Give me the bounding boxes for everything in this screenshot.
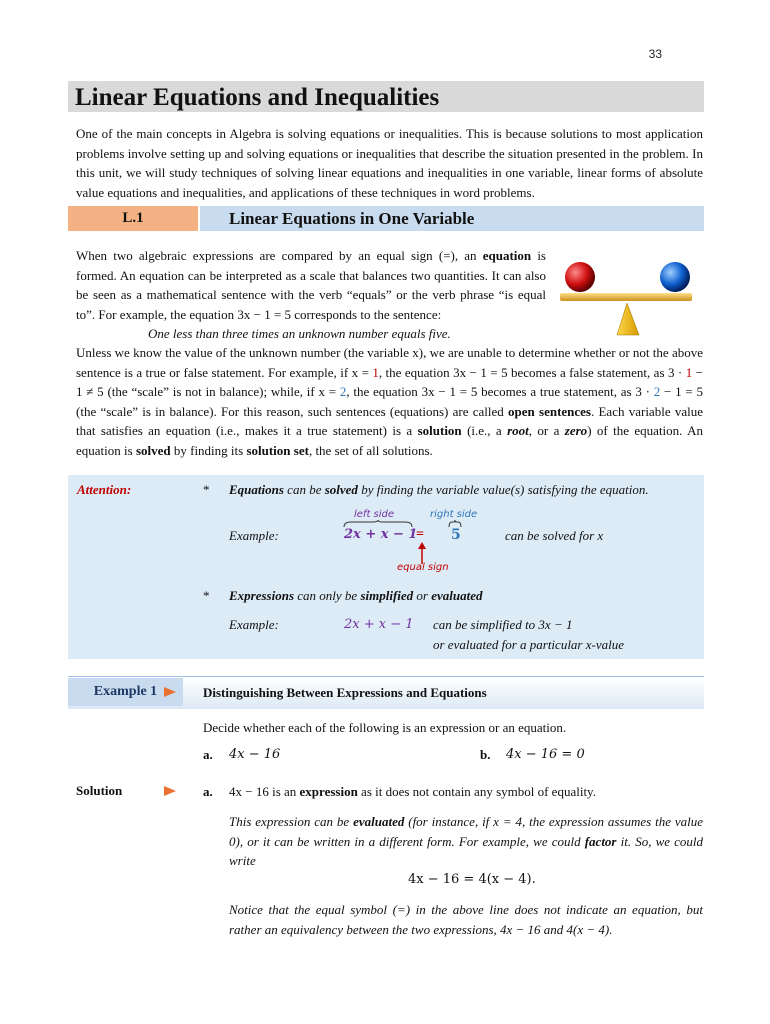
equal-sign-label: equal sign xyxy=(397,562,449,573)
solution-arrow-icon xyxy=(164,786,176,796)
page-title: Linear Equations and Inequalities xyxy=(75,84,440,111)
term-equation: equation xyxy=(482,248,532,263)
para-equation-definition: When two algebraic expressions are compared by an equal sign (=), an equation is formed. An equation can be interpreted as a scale that balances two quantities. It can also be seen as a mathematical sentence with the verb “equals” or the verb phrase “is equal to”. For example, the equation 3x − 1 = 5 corresponds to the sentence: xyxy=(76,248,546,322)
attention-label: Attention: xyxy=(77,482,132,497)
simplified-note: can be simplified to 3x − 1 xyxy=(433,617,573,632)
evaluate-note: This expression can be evaluated (for instance, if x = 4, the expression assumes the value 0), or it can be written in a different form. For example, we could factor it. So, we could write xyxy=(229,814,704,868)
notice-note: Notice that the equal symbol (=) in the above line does not indicate an equation, but rather an equivalency between the two expressions, 4x − 16 and 4(x − 4). xyxy=(229,902,703,937)
example-sentence: One less than three times an unknown number equals five. xyxy=(148,326,451,341)
bullet-star: * xyxy=(203,482,210,497)
example-label-1: Example: xyxy=(229,528,279,543)
para-open-sentences: Unless we know the value of the unknown number (the variable x), we are unable to determine whether or not the above sentence is a true or false statement. For example, if x = 1, the equation 3x − 1 = 5 becomes a false statement, as 3 · 1 − 1 ≠ 5 (the “scale” is not in balance); while, if x = 2, the equation 3x − 1 = 5 becomes a true statement, as 3 · 2 − 1 = 5 (the “scale” is in balance). For this reason, such sentences (equations) are called open sentences. Each variable value that satisfies an equation (i.e., makes it a true statement) is a solution (i.e., a root, or a zero) of the equation. An equation is solved by finding its solution set, the set of all solutions. xyxy=(76,345,703,458)
section-number: L.1 xyxy=(68,206,198,231)
expression-example: 2x + x − 1 xyxy=(344,617,414,632)
intro-paragraph: One of the main concepts in Algebra is solving equations or inequalities. This is because solutions to most application problems involve setting up and solving equations or inequalities that describe the situation presented in the problem. In this unit, we will study techniques of solving linear equations and inequalities in one variable, linear forms of absolute value equations and inequalities, and applications of these techniques in word problems. xyxy=(76,126,703,200)
solution-label: Solution xyxy=(76,783,123,798)
bullet-star-2: * xyxy=(203,588,210,603)
example-label: Example 1 xyxy=(68,678,183,706)
part-a-label: a. xyxy=(203,747,213,762)
up-arrow-icon xyxy=(416,542,428,564)
evaluated-note: or evaluated for a particular x-value xyxy=(433,637,624,652)
expressions-note: Expressions can only be simplified or evaluated xyxy=(229,588,483,603)
equations-note: Equations can be solved by finding the variable value(s) satisfying the equation. xyxy=(229,482,649,497)
rhs-value: 5 xyxy=(451,527,461,543)
page-number: 33 xyxy=(648,47,662,61)
part-b-label: b. xyxy=(480,747,491,762)
section-title-bar xyxy=(200,206,704,231)
section-title: Linear Equations in One Variable xyxy=(229,209,475,228)
lhs-expression: 2x + x − 1 xyxy=(344,527,418,542)
example-prompt: Decide whether each of the following is an expression or an equation. xyxy=(203,720,567,735)
part-b-expression: 4x − 16 = 0 xyxy=(506,747,585,762)
example-arrow-icon xyxy=(164,687,176,697)
part-a-expression: 4x − 16 xyxy=(229,747,281,762)
example-label-2: Example: xyxy=(229,617,279,632)
solution-a-text: 4x − 16 is an expression as it does not contain any symbol of equality. xyxy=(229,784,596,799)
left-side-label: left side xyxy=(354,509,395,520)
solved-for-note: can be solved for x xyxy=(505,528,604,543)
balance-scale-icon xyxy=(555,255,695,340)
equal-symbol: = xyxy=(416,527,424,542)
example-title: Distinguishing Between Expressions and Equations xyxy=(203,685,487,700)
solution-a-label: a. xyxy=(203,784,213,799)
right-side-label: right side xyxy=(430,509,478,520)
factored-equation: 4x − 16 = 4(x − 4). xyxy=(408,872,536,887)
